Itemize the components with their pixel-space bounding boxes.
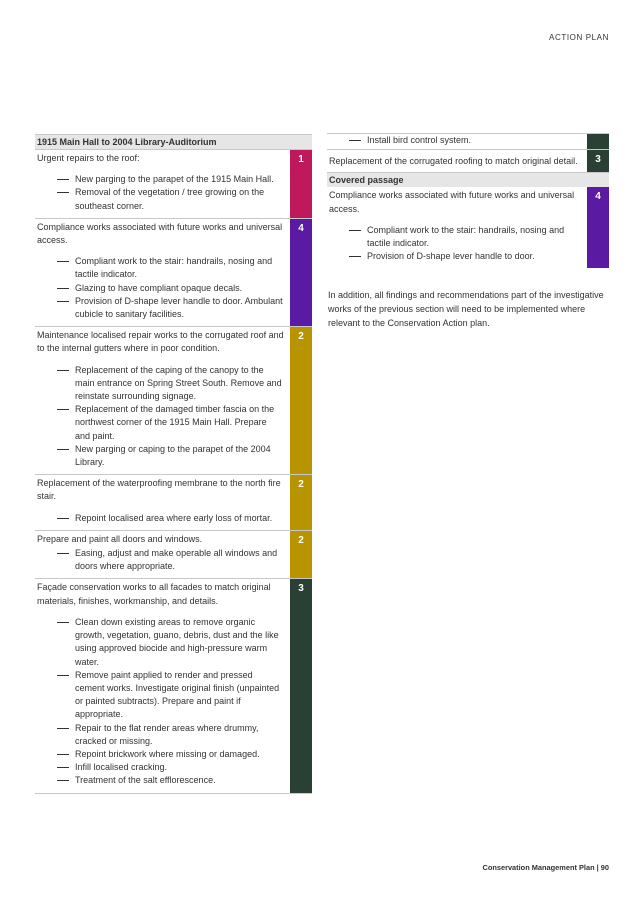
table-row: [35, 218, 312, 326]
list-item: Treatment of the salt efflorescence.: [37, 774, 284, 787]
table-heading-covered-passage: Covered passage: [327, 172, 609, 187]
list-item: Replacement of the damaged timber fascia on the northwest corner of the 1915 Main Hall. Prepare and paint.: [37, 403, 284, 443]
list-item: New parging or caping to the parapet of the 2004 Library.: [37, 443, 284, 469]
priority-badge: 3: [290, 579, 312, 792]
row-text: Urgent repairs to the roof:: [37, 153, 140, 163]
table-row: [327, 187, 609, 268]
priority-badge: 3: [587, 150, 609, 172]
list-item: Glazing to have compliant opaque decals.: [37, 282, 284, 295]
list-item: Removal of the vegetation / tree growing on the southeast corner.: [37, 186, 284, 212]
list-item: Repoint localised area where early loss of mortar.: [37, 512, 284, 525]
table-row-continued: [327, 133, 609, 149]
priority-badge: 2: [290, 327, 312, 474]
priority-badge: 4: [587, 187, 609, 268]
right-action-table: [327, 133, 609, 330]
section-header: ACTION PLAN: [549, 33, 609, 42]
list-item: Compliant work to the stair: handrails, nosing and tactile indicator.: [37, 255, 284, 281]
list-item: Replacement of the caping of the canopy to the main entrance on Spring Street South. Remove and reinstate surrounding signage.: [37, 364, 284, 404]
list-item: Repoint brickwork where missing or damaged.: [37, 748, 284, 761]
priority-badge: 2: [290, 531, 312, 579]
priority-badge: 1: [290, 150, 312, 218]
table-row: [327, 149, 609, 172]
list-item: Infill localised cracking.: [37, 761, 284, 774]
left-action-table: [35, 134, 312, 794]
list-item: Compliant work to the stair: handrails, nosing and tactile indicator.: [329, 224, 581, 250]
priority-badge: 2: [290, 475, 312, 530]
table-row: [35, 149, 312, 218]
row-text: Maintenance localised repair works to the corrugated roof and to the internal gutters where in poor condition.: [37, 330, 284, 354]
list-item: Provision of D-shape lever handle to door.: [329, 250, 581, 263]
row-text: Replacement of the corrugated roofing to match original detail.: [329, 156, 578, 167]
row-text: Prepare and paint all doors and windows.: [37, 533, 203, 544]
row-text: Façade conservation works to all facades to match original materials, finishes, workmanship, and details.: [37, 582, 271, 606]
list-item: Provision of D-shape lever handle to door. Ambulant cubicle to sanitary facilities.: [37, 295, 284, 321]
table-row: [35, 578, 312, 792]
priority-badge: 4: [290, 219, 312, 326]
row-text: Compliance works associated with future works and universal access.: [37, 221, 283, 246]
table-row: [35, 326, 312, 474]
list-item: Remove paint applied to render and pressed cement works. Investigate original finish (unpainted or painted subtracts). Prepare and paint if appropriate.: [37, 669, 284, 722]
priority-cell: [587, 134, 609, 149]
table-row: [35, 474, 312, 530]
list-item: New parging to the parapet of the 1915 Main Hall.: [37, 173, 284, 186]
table-row: [35, 530, 312, 579]
page-footer: Conservation Management Plan | 90: [482, 863, 609, 872]
list-item: Install bird control system.: [329, 134, 581, 147]
row-text: Compliance works associated with future works and universal access.: [329, 190, 575, 214]
list-item: Easing, adjust and make operable all windows and doors where appropriate.: [37, 547, 284, 573]
table-heading-main-hall: 1915 Main Hall to 2004 Library-Auditorium: [35, 134, 312, 149]
list-item: Clean down existing areas to remove organic growth, vegetation, guano, debris, dust and the like using approved biocide and high-pressure warm water.: [37, 616, 284, 669]
list-item: Repair to the flat render areas where drummy, cracked or missing.: [37, 722, 284, 748]
row-text: Replacement of the waterproofing membrane to the north fire stair.: [37, 478, 281, 502]
closing-paragraph: In addition, all findings and recommendations part of the investigative works of the previous section will need to be implemented where relevant to the Conservation Action plan.: [328, 290, 604, 329]
